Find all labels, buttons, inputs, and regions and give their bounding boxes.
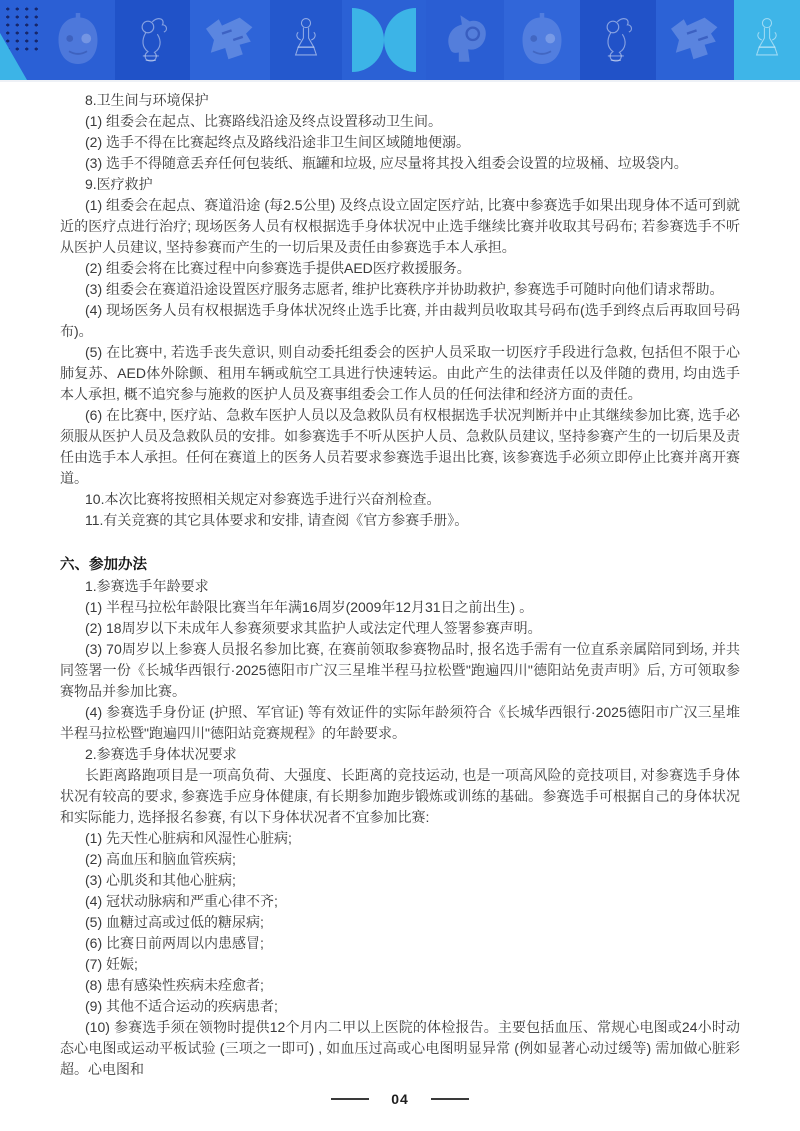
paragraph: (5) 血糖过高或过低的糖尿病; bbox=[85, 914, 264, 930]
paragraph: (2) 18周岁以下未成年人参赛须要求其监护人或法定代理人签署参赛声明。 bbox=[85, 620, 542, 636]
round-mask-icon bbox=[512, 7, 572, 73]
paragraph: (2) 组委会将在比赛过程中向参赛选手提供AED医疗救援服务。 bbox=[85, 260, 471, 276]
banner-tile bbox=[0, 0, 40, 80]
section-heading: 六、参加办法 bbox=[60, 557, 147, 573]
paragraph: 2.参赛选手身体状况要求 bbox=[85, 746, 237, 762]
paragraph: (7) 妊娠; bbox=[85, 956, 138, 972]
decorative-banner bbox=[0, 0, 800, 82]
banner-tile bbox=[504, 0, 580, 80]
paragraph: (3) 选手不得随意丢弃任何包装纸、瓶罐和垃圾, 应尽量将其投入组委会设置的垃圾桶、垃圾袋内。 bbox=[85, 155, 688, 171]
banner-tile bbox=[270, 0, 342, 80]
bird-figure-icon bbox=[589, 5, 647, 75]
document-body bbox=[60, 90, 740, 1080]
paragraph: (1) 半程马拉松年龄限比赛当年年满16周岁(2009年12月31日之前出生) 。 bbox=[85, 599, 534, 615]
paragraph: (8) 患有感染性疾病未痊愈者; bbox=[85, 977, 264, 993]
bird-figure-icon bbox=[124, 5, 182, 75]
kneeling-figure-icon bbox=[741, 5, 793, 75]
paragraph: (1) 组委会在起点、比赛路线沿途及终点设置移动卫生间。 bbox=[85, 113, 442, 129]
paragraph: 11.有关竞赛的其它具体要求和安排, 请查阅《官方参赛手册》。 bbox=[85, 512, 469, 528]
paragraph: (3) 心肌炎和其他心脏病; bbox=[85, 872, 236, 888]
paragraph: (6) 比赛日前两周以内患感冒; bbox=[85, 935, 264, 951]
paragraph: 8.卫生间与环境保护 bbox=[85, 92, 209, 108]
paragraph: (2) 高血压和脑血管疾病; bbox=[85, 851, 236, 867]
paragraph: (4) 冠状动脉病和严重心律不齐; bbox=[85, 893, 278, 909]
banner-tile bbox=[342, 0, 426, 80]
page-number: 04 bbox=[391, 1091, 409, 1107]
paragraph: (3) 组委会在赛道沿途设置医疗服务志愿者, 维护比赛秩序并协助救护, 参赛选手可随时向他们请求帮助。 bbox=[85, 281, 724, 297]
half-circles-icon bbox=[342, 0, 426, 80]
paragraph: 9.医疗救护 bbox=[85, 176, 153, 192]
paragraph: (6) 在比赛中, 医疗站、急救车医护人员以及急救队员有权根据选手状况判断并中止其继续参加比赛, 选手必须服从医护人员及急救队员的安排。如参赛选手不听从医护人员、急救队员建议, 坚持参赛产生的一切后果及责任由选手本人承担。任何在赛道上的医务人员若要求参赛选手退出比赛, 该参赛选手必须立即停止比赛并离开赛道。 bbox=[60, 407, 740, 486]
angular-mask-icon bbox=[663, 6, 727, 74]
angular-mask-icon bbox=[198, 6, 262, 74]
paragraph: (4) 参赛选手身份证 (护照、军官证) 等有效证件的实际年龄须符合《长城华西银行·2025德阳市广汉三星堆半程马拉松暨"跑遍四川"德阳站竞赛规程》的年龄要求。 bbox=[60, 704, 740, 741]
paragraph: (1) 先天性心脏病和风湿性心脏病; bbox=[85, 830, 292, 846]
footer-rule-right bbox=[431, 1098, 469, 1100]
paragraph: (2) 选手不得在比赛起终点及路线沿途非卫生间区域随地便溺。 bbox=[85, 134, 470, 150]
banner-tile bbox=[580, 0, 656, 80]
paragraph: (4) 现场医务人员有权根据选手身体状况终止选手比赛, 并由裁判员收取其号码布(选手到终点后再取回号码布)。 bbox=[60, 302, 740, 339]
banner-tile bbox=[426, 0, 504, 80]
paragraph: 10.本次比赛将按照相关规定对参赛选手进行兴奋剂检查。 bbox=[85, 491, 441, 507]
banner-tile bbox=[115, 0, 190, 80]
round-mask-icon bbox=[48, 7, 108, 73]
paragraph: (10) 参赛选手须在领物时提供12个月内二甲以上医院的体检报告。主要包括血压、常规心电图或24小时动态心电图或运动平板试验 (三项之一即可) , 如血压过高或心电图明显异常 (例如显著心动过缓等) 需加做心脏彩超。心电图和 bbox=[60, 1019, 740, 1077]
dragon-head-icon bbox=[434, 5, 496, 75]
footer-rule-left bbox=[331, 1098, 369, 1100]
page-footer bbox=[0, 1092, 800, 1106]
banner-tile bbox=[734, 0, 800, 80]
paragraph: (9) 其他不适合运动的疾病患者; bbox=[85, 998, 278, 1014]
paragraph: (1) 组委会在起点、赛道沿途 (每2.5公里) 及终点设立固定医疗站, 比赛中参赛选手如果出现身体不适可到就近的医疗点进行治疗; 现场医务人员有权根据选手身体状况中止选手继续比赛并收取其号码布; 若参赛选手不听从医护人员建议, 坚持参赛而产生的一切后果及责任由参赛选手本人承担。 bbox=[60, 197, 740, 255]
paragraph: (3) 70周岁以上参赛人员报名参加比赛, 在赛前领取参赛物品时, 报名选手需有一位直系亲属陪同到场, 并共同签署一份《长城华西银行·2025德阳市广汉三星堆半程马拉松暨"跑遍四川"德阳站免责声明》后, 方可领取参赛物品并参加比赛。 bbox=[60, 641, 740, 699]
banner-tile bbox=[40, 0, 115, 80]
paragraph: 1.参赛选手年龄要求 bbox=[85, 578, 209, 594]
banner-tile bbox=[656, 0, 734, 80]
paragraph: (5) 在比赛中, 若选手丧失意识, 则自动委托组委会的医护人员采取一切医疗手段进行急救, 包括但不限于心肺复苏、AED体外除颤、租用车辆或航空工具进行快速转运。由此产生的法律责任以及伴随的费用, 均由选手本人承担, 概不追究参与施救的医护人员及赛事组委会工作人员的任何法律和经济方面的责任。 bbox=[60, 344, 740, 402]
kneeling-figure-icon bbox=[280, 5, 332, 75]
banner-tile bbox=[190, 0, 270, 80]
paragraph: 长距离路跑项目是一项高负荷、大强度、长距离的竞技运动, 也是一项高风险的竞技项目, 对参赛选手身体状况有较高的要求, 参赛选手应身体健康, 有长期参加跑步锻炼或训练的基础。参赛选手可根据自己的身体状况和实际能力, 选择报名参赛, 有以下身体状况者不宜参加比赛: bbox=[60, 767, 740, 825]
